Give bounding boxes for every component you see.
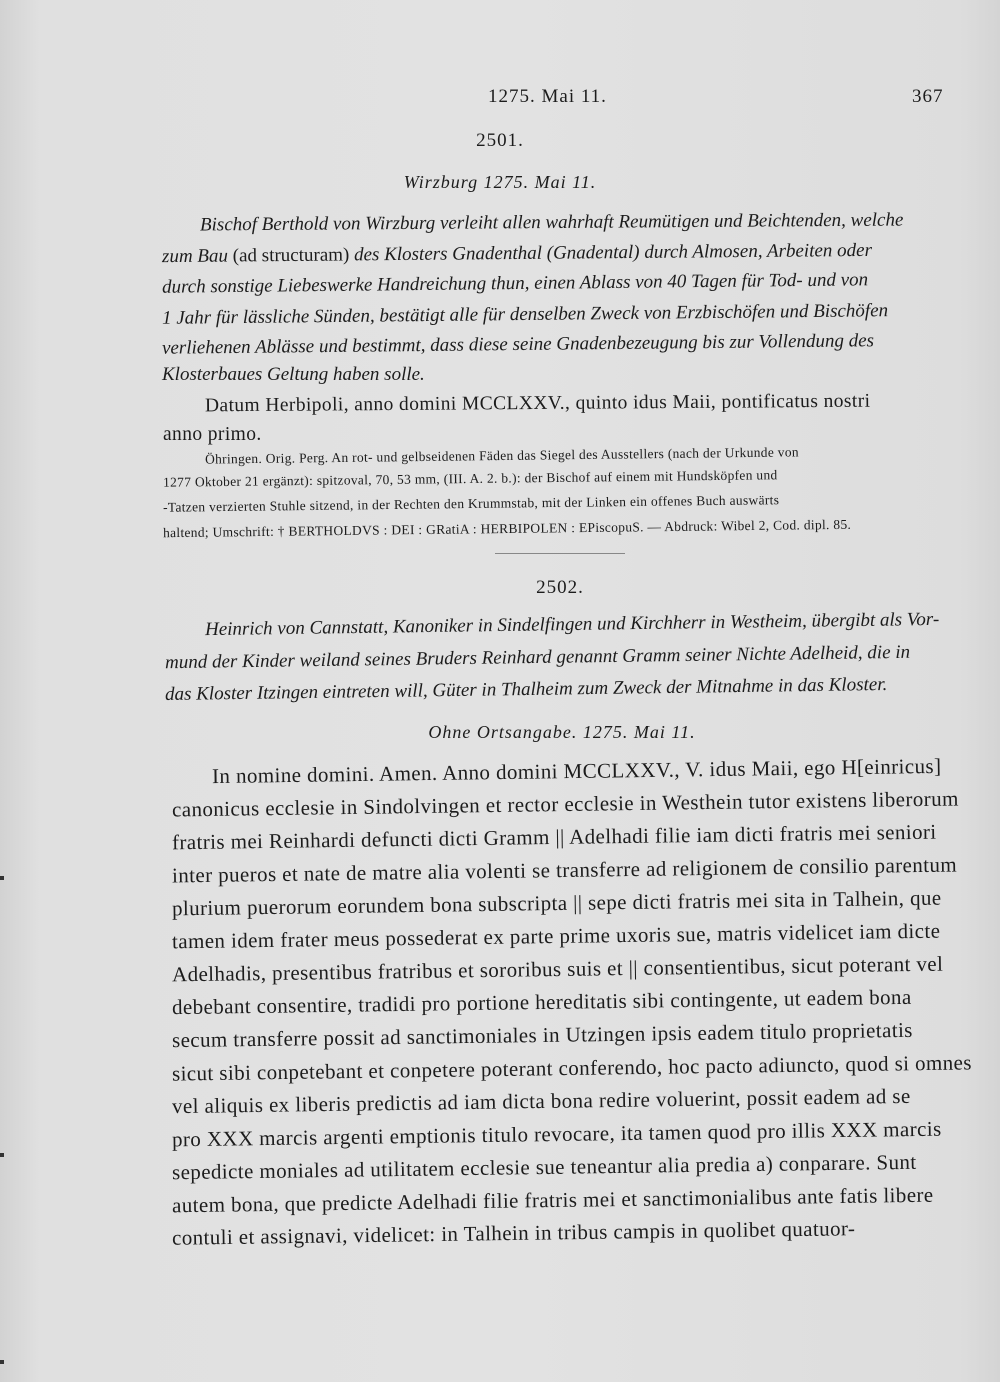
place-date-2502: Ohne Ortsangabe. 1275. Mai 11. [428,722,696,742]
charter-text-line: tamen idem frater meus possederat ex parte prime uxoris sue, matris videlicet iam dicte [171,918,941,954]
place-date-2501: Wirzburg 1275. Mai 11. [403,172,597,192]
source-note-line: haltend; Umschrift: † BERTHOLDVS : DEI : GRatiA : HERBIPOLEN : EPiscopuS. — Abdruck: Wibel 2, Cod. dipl. 85. [162,516,852,541]
source-note-line: Öhringen. Orig. Perg. An rot- und gelbseidenen Fäden das Siegel des Ausstellers (nach der Urkunde von [204,444,800,467]
source-note-line: 1277 Oktober 21 ergänzt): spitzoval, 70, 53 mm, (III. A. 2. b.): der Bischof auf einem mit Hundsköpfen und [162,467,778,490]
regest-line: 1 Jahr für lässliche Sünden, bestätigt alle für denselben Zweck von Erzbischöfen und Bischöfen [161,300,889,329]
charter-text-line: contuli et assignavi, videlicet: in Talhein in tribus campis in quolibet quatuor- [171,1216,856,1250]
charter-text-line: canonicus ecclesie in Sindolvingen et rector ecclesie in Westhein tutor existens liberorum [171,786,959,822]
regest-line: Klosterbaues Geltung haben solle. [162,364,425,385]
charter-text-line: fratris mei Reinhardi defuncti dicti Gramm || Adelhadi filie iam dicti fratris mei seniori [171,819,937,855]
running-header-date: 1275. Mai 11. [488,86,607,107]
separator-rule [495,553,625,554]
charter-text-line: secum transferre possit ad sanctimoniales in Utzingen ipsis eadem titulo proprietatis [171,1017,913,1053]
regest-line: mund der Kinder weiland seines Bruders Reinhard genannt Gramm seiner Nichte Adelheid, die in [164,641,911,674]
regest-line: durch sonstige Liebeswerke Handreichung thun, einen Ablass von 40 Tagen für Tod- und von [161,269,869,298]
regest-line: verliehenen Ablässe und bestimmt, dass diese seine Gnadenbezeugung bis zur Vollendung des [161,330,875,359]
datum-line: Datum Herbipoli, anno domini MCCLXXV., quinto idus Maii, pontificatus nostri [204,390,871,417]
charter-text-line: inter pueros et nate de matre alia volenti se transferre ad religionem de consilio parentum [171,852,958,888]
charter-text-line: sepedicte moniales ad utilitatem ecclesie sue teneantur alia predia a) conparare. Sunt [171,1149,917,1185]
margin-mark [0,876,4,880]
charter-text-line: pro XXX marcis argenti emptionis titulo revocare, ita tamen quod pro illis XXX marcis [171,1116,942,1152]
charter-text-line: vel aliquis ex liberis predictis ad iam dicta bona redire voluerint, possit eadem ad se [171,1083,911,1119]
charter-text-line: Adelhadis, presentibus fratribus et sororibus suis et || consentientibus, sicut poterant vel [171,951,944,987]
regest-line: zum Bau (ad structuram) des Klosters Gnadenthal (Gnadental) durch Almosen, Arbeiten oder [161,239,873,268]
document-number-2501: 2501. [476,130,524,151]
margin-mark [0,1360,4,1364]
page-number: 367 [912,86,944,107]
margin-mark [0,1153,4,1157]
charter-text-line: In nomine domini. Amen. Anno domini MCCLXXV., V. idus Maii, ego H[einricus] [211,753,942,789]
regest-line: Bischof Berthold von Wirzburg verleiht allen wahrhaft Reumütigen und Beichtenden, welche [199,209,904,236]
source-note-line: -Tatzen verzierten Stuhle sitzend, in der Rechten den Krummstab, mit der Linken ein offenes Buch auswärts [162,492,780,515]
document-number-2502: 2502. [536,577,584,598]
regest-line: Heinrich von Cannstatt, Kanoniker in Sindelfingen und Kirchherr in Westheim, übergibt als Vor- [204,608,940,641]
regest-line: das Kloster Itzingen eintreten will, Güter in Thalheim zum Zweck der Mitnahme in das Kloster. [164,673,888,706]
charter-text-line: autem bona, que predicte Adelhadi filie fratris mei et sanctimonialibus ante fatis libere [171,1182,934,1218]
charter-text-line: debebant consentire, tradidi pro portione hereditatis sibi contingente, ut eadem bona [171,984,912,1020]
charter-text-line: plurium puerorum eorundem bona subscripta || sepe dicti fratris mei sita in Talhein, que [171,885,942,921]
datum-line: anno primo. [163,424,262,445]
charter-text-line: sicut sibi conpetebant et conpetere poterant conferendo, hoc pacto adiuncto, quod si omnes [171,1050,973,1086]
